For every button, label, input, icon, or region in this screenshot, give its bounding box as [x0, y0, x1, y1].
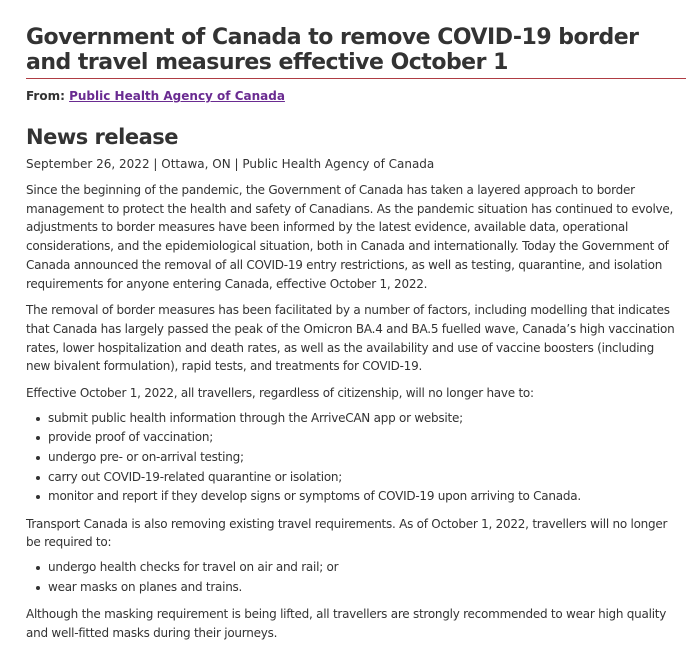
title-divider — [26, 78, 686, 79]
list-item: provide proof of vaccination; — [48, 428, 678, 448]
section-heading: News release — [26, 125, 178, 149]
page-title: Government of Canada to remove COVID-19 border and travel measures effective October 1 — [26, 25, 639, 75]
paragraph-effective: Effective October 1, 2022, all travellers, regardless of citizenship, will no longer have to: — [26, 386, 534, 401]
border-measures-list — [26, 409, 678, 507]
list-item: monitor and report if they develop signs or symptoms of COVID-19 upon arriving to Canada. — [48, 487, 678, 507]
paragraph-factors: The removal of border measures has been facilitated by a number of factors, including modelling that indicates that Canada has largely passed the peak of the Omicron BA.4 and BA.5 fuelled wave, Canada’s high vaccination rates, lower hospitalization and death rates, as well as the availability and use of vaccine boosters (including new bivalent formulation), rapid tests, and treatments for COVID-19. — [26, 303, 675, 374]
from-line — [26, 88, 678, 104]
list-item: undergo health checks for travel on air and rail; or — [48, 558, 678, 578]
travel-requirements-list — [26, 558, 678, 597]
list-item: submit public health information through the ArriveCAN app or website; — [48, 409, 678, 429]
paragraph-masking: Although the masking requirement is being lifted, all travellers are strongly recommended to wear high quality and well-fitted masks during their journeys. — [26, 607, 667, 640]
dateline: September 26, 2022 | Ottawa, ON | Public Health Agency of Canada — [26, 157, 435, 171]
paragraph-transport: Transport Canada is also removing existing travel requirements. As of October 1, 2022, travellers will no longer be required to: — [26, 516, 668, 550]
list-item: carry out COVID-19-related quarantine or isolation; — [48, 468, 678, 488]
from-agency-link[interactable]: Public Health Agency of Canada — [69, 89, 285, 103]
paragraph-intro: Since the beginning of the pandemic, the Government of Canada has taken a layered approach to border management to protect the health and safety of Canadians. As the pandemic situation has continued to evolve, adjustments to border measures have been informed by the latest evidence, available data, operational considerations, and the epidemiological situation, both in Canada and internationally. Today the Government of Canada announced the removal of all COVID-19 entry restrictions, as well as testing, quarantine, and isolation requirements for anyone entering Canada, effective October 1, 2022. — [26, 183, 674, 291]
from-label: From: — [26, 89, 65, 103]
list-item: wear masks on planes and trains. — [48, 578, 678, 598]
list-item: undergo pre- or on-arrival testing; — [48, 448, 678, 468]
